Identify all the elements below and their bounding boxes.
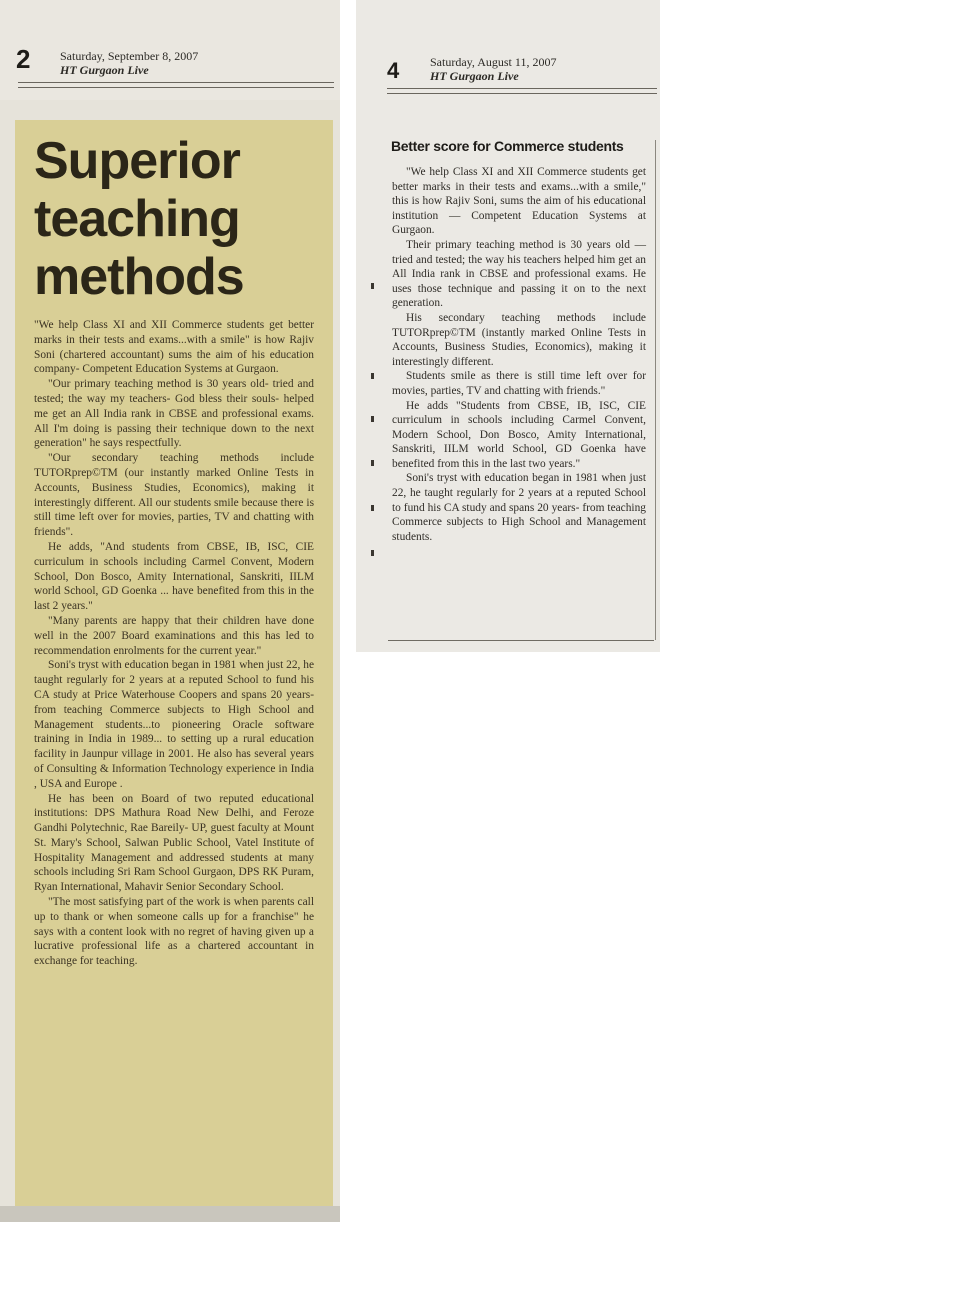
paragraph: He has been on Board of two reputed educational institutions: DPS Mathura Road New Delhi, and Feroze Gandhi Polytechnic, Rae Bareily- UP, guest faculty at Mount St. Mary's School, Salwan Public School, Vatel Institute of Hospitality Management and addressed students at many schools including Sri Ram School Gurgaon, DPS RK Puram, Ryan International, Mahavir Senior Secondary School. xyxy=(34,792,314,894)
margin-mark xyxy=(371,505,374,511)
paragraph: "Many parents are happy that their children have done well in the 2007 Board examinations and this has led to recommendation enrolments for the current year." xyxy=(34,614,314,657)
column-rule xyxy=(655,140,656,640)
paragraph: His secondary teaching methods include TUTORprep©TM (instantly marked Online Tests in Accounts, Business Studies, Economics), making it interestingly different. xyxy=(392,311,646,368)
paragraph: "Our primary teaching method is 30 years old- tried and tested; the way my teachers- God bless their souls- helped me get an All India rank in CBSE and professional exams. All I'm doing is passing their technique down to the next generation" he says respectfully. xyxy=(34,378,314,450)
left-clipping-edge xyxy=(0,1206,340,1222)
paragraph: Students smile as there is still time left over for movies, parties, TV and chatting with friends." xyxy=(392,370,646,397)
paragraph: "The most satisfying part of the work is when parents call up to thank or when someone calls up for a franchise" he says with a content look with no regret of having given up a lucrative professional life as a chartered accountant in exchange for teaching. xyxy=(34,896,314,968)
right-page-number: 4 xyxy=(387,58,400,83)
paragraph: He adds, "And students from CBSE, IB, ISC, CIE curriculum in schools including Carmel Convent, Modern School, Don Bosco, Amity International, Sanskriti, IILM world School, GD Goenka ... have benefited from this in the last 2 years." xyxy=(34,540,314,613)
margin-mark xyxy=(371,416,374,422)
right-header-rule xyxy=(387,88,657,94)
right-date: Saturday, August 11, 2007 xyxy=(430,55,557,69)
paragraph: "We help Class XI and XII Commerce students get better marks in their tests and exams...with a smile" is how Rajiv Soni (chartered accountant) sums the aim of his education company- Competent Education Systems at Gurgaon. xyxy=(34,319,314,376)
paragraph: Their primary teaching method is 30 years old — tried and tested; the way his teachers helped him get an All India rank in CBSE and professional exams. He uses those technique and passing it on to the next generation. xyxy=(392,238,646,310)
right-article-body xyxy=(392,165,646,544)
left-publication: HT Gurgaon Live xyxy=(60,63,149,77)
paragraph: "We help Class XI and XII Commerce students get better marks in their tests and exams...with a smile," this is how Rajiv Soni, sums the aim of his educational institution — Competent Education Systems at Gurgaon. xyxy=(392,166,646,237)
paragraph: Soni's tryst with education began in 1981 when just 22, he taught regularly for 2 years at a reputed School to fund his CA study at Price Waterhouse Coopers and spans 20 years- from teaching Commerce subjects to High School and Management students...to pioneering Oracle software training in India in 1989... to setting up a rural education facility in Jaunpur village in 2001. He also has several years of Consulting & Information Technology experience in India , USA and Europe . xyxy=(34,659,314,790)
margin-mark xyxy=(371,550,374,556)
right-publication: HT Gurgaon Live xyxy=(430,69,519,83)
margin-mark xyxy=(371,283,374,289)
paragraph: He adds "Students from CBSE, IB, ISC, CIE curriculum in schools including Carmel Convent, Modern School, Don Bosco, Amity International, Sanskriti, IILM world School, GD Goenka have benefited from this in the last two years." xyxy=(392,399,646,470)
paragraph: Soni's tryst with education began in 1981 when just 22, he taught regularly for 2 years at a reputed School to fund his CA study and spans 20 years- from teaching Commerce subjects to High School and Management students. xyxy=(392,472,646,543)
headline-line-2: teaching xyxy=(34,190,240,248)
margin-mark xyxy=(371,460,374,466)
headline-line-1: Superior xyxy=(34,132,240,190)
left-article-body xyxy=(34,318,314,969)
headline-line-3: methods xyxy=(34,248,244,306)
article-title: Better score for Commerce students xyxy=(391,138,624,154)
headline xyxy=(34,132,324,306)
left-date: Saturday, September 8, 2007 xyxy=(60,49,199,63)
article-end-rule xyxy=(388,640,654,641)
left-page-number: 2 xyxy=(16,44,31,74)
left-header-rule xyxy=(18,82,334,88)
margin-mark xyxy=(371,373,374,379)
paragraph: "Our secondary teaching methods include TUTORprep©TM (our instantly marked Online Tests in Accounts, Business Studies, Economics), making it interestingly different. All our students smile because there is still time left over for movies, parties, TV and chatting with friends". xyxy=(34,452,314,539)
